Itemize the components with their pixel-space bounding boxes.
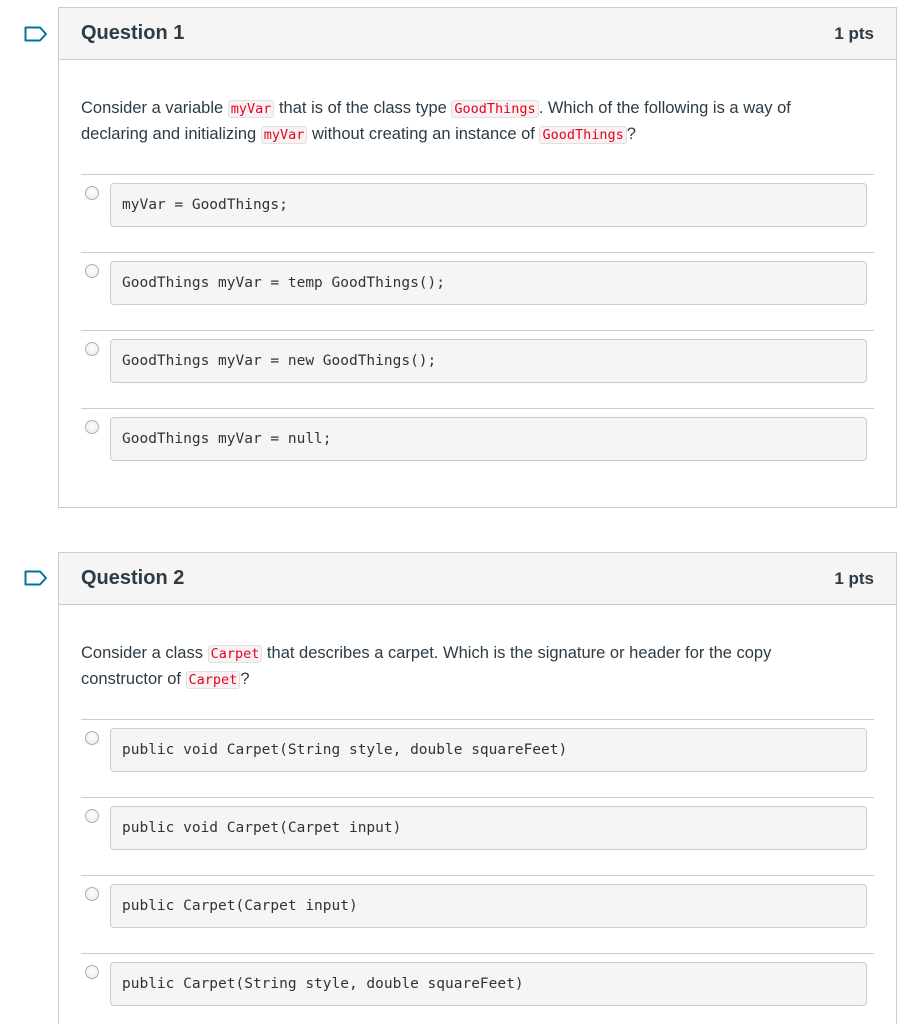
answer-code[interactable]: GoodThings myVar = null; [110, 417, 867, 461]
radio-button[interactable] [85, 809, 99, 823]
question-header [59, 553, 896, 605]
answer-option[interactable] [81, 876, 874, 954]
question-1 [58, 7, 897, 508]
radio-button[interactable] [85, 420, 99, 434]
answer-option[interactable] [81, 798, 874, 876]
question-text: Consider a class Carpet that describes a carpet. Which is the signature or header for the copy constructor of Carpet ? [81, 644, 772, 688]
radio-button[interactable] [85, 887, 99, 901]
question-header [59, 8, 896, 60]
inline-code: GoodThings [451, 100, 538, 118]
answer-code[interactable]: public Carpet(Carpet input) [110, 884, 867, 928]
radio-button[interactable] [85, 264, 99, 278]
radio-button[interactable] [85, 731, 99, 745]
inline-code: Carpet [186, 671, 241, 689]
answer-option[interactable] [81, 409, 874, 507]
answer-code[interactable]: GoodThings myVar = new GoodThings(); [110, 339, 867, 383]
answer-option[interactable] [81, 253, 874, 331]
question-points: 1 pts [834, 23, 874, 43]
radio-button[interactable] [85, 965, 99, 979]
answer-code[interactable]: public void Carpet(Carpet input) [110, 806, 867, 850]
answer-list [81, 174, 874, 507]
question-text: Consider a variable myVar that is of the class type GoodThings . Which of the following is a way of declaring and initializing myVar without creating an instance of GoodThings ? [81, 99, 791, 143]
question-title: Question 2 [81, 567, 185, 589]
question-body [59, 60, 896, 507]
question-2 [58, 552, 897, 1024]
inline-code: GoodThings [539, 126, 626, 144]
answer-code[interactable]: GoodThings myVar = temp GoodThings(); [110, 261, 867, 305]
answer-code[interactable]: public Carpet(String style, double squareFeet) [110, 962, 867, 1006]
inline-code: myVar [261, 126, 308, 144]
radio-button[interactable] [85, 186, 99, 200]
answer-option[interactable] [81, 954, 874, 1024]
inline-code: Carpet [208, 645, 263, 663]
radio-button[interactable] [85, 342, 99, 356]
answer-option[interactable] [81, 175, 874, 253]
bookmark-icon[interactable] [24, 26, 48, 42]
bookmark-icon[interactable] [24, 570, 48, 586]
answer-code[interactable]: myVar = GoodThings; [110, 183, 867, 227]
inline-code: myVar [228, 100, 275, 118]
answer-option[interactable] [81, 720, 874, 798]
answer-option[interactable] [81, 331, 874, 409]
question-points: 1 pts [834, 568, 874, 588]
question-body [59, 605, 896, 1024]
question-title: Question 1 [81, 22, 185, 44]
answer-list [81, 719, 874, 1024]
answer-code[interactable]: public void Carpet(String style, double squareFeet) [110, 728, 867, 772]
